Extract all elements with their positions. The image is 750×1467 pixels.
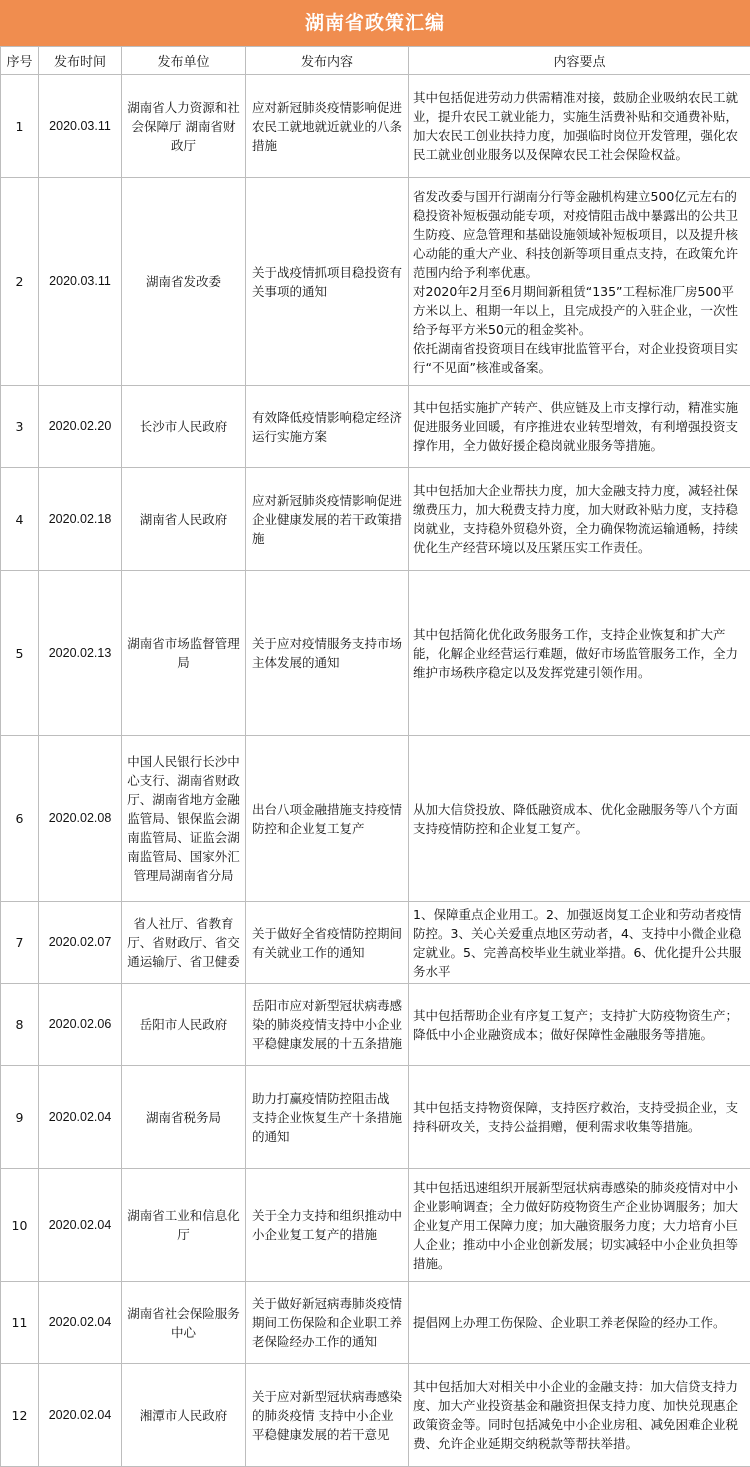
content-points: 提倡网上办理工伤保险、企业职工养老保险的经办工作。 (409, 1282, 750, 1364)
publishing-unit: 湖南省税务局 (122, 1066, 246, 1169)
header-content: 发布内容 (246, 47, 409, 75)
publishing-unit: 湖南省人民政府 (122, 468, 246, 571)
publish-date: 2020.03.11 (39, 75, 122, 178)
publish-content: 有效降低疫情影响稳定经济运行实施方案 (246, 386, 409, 468)
table-row (1, 1282, 750, 1364)
header-unit: 发布单位 (122, 47, 246, 75)
row-number: 9 (1, 1066, 39, 1169)
row-number: 4 (1, 468, 39, 571)
table-row (1, 386, 750, 468)
content-points: 从加大信贷投放、降低融资成本、优化金融服务等八个方面支持疫情防控和企业复工复产。 (409, 736, 750, 902)
content-points: 其中包括简化优化政务服务工作，支持企业恢复和扩大产能，化解企业经营运行难题，做好市场监管服务工作，全力维护市场秩序稳定以及发挥党建引领作用。 (409, 571, 750, 736)
row-number: 2 (1, 178, 39, 386)
row-number: 3 (1, 386, 39, 468)
publishing-unit: 湖南省人力资源和社会保障厅 湖南省财政厅 (122, 75, 246, 178)
publishing-unit: 湖南省社会保险服务中心 (122, 1282, 246, 1364)
table-row (1, 571, 750, 736)
publishing-unit: 岳阳市人民政府 (122, 984, 246, 1066)
header-date: 发布时间 (39, 47, 122, 75)
publish-date: 2020.02.04 (39, 1364, 122, 1467)
publishing-unit: 长沙市人民政府 (122, 386, 246, 468)
table-row (1, 902, 750, 984)
publish-content: 关于全力支持和组织推动中小企业复工复产的措施 (246, 1169, 409, 1282)
publish-date: 2020.02.08 (39, 736, 122, 902)
content-points: 其中包括加大对相关中小企业的金融支持：加大信贷支持力度、加大产业投资基金和融资担保支持力度、加快兑现惠企政策资金等。同时包括减免中小企业房租、减免困难企业税费、允许企业延期交纳税款等帮扶举措。 (409, 1364, 750, 1467)
publishing-unit: 湖南省市场监督管理局 (122, 571, 246, 736)
publish-date: 2020.02.04 (39, 1066, 122, 1169)
row-number: 1 (1, 75, 39, 178)
publish-content: 关于战疫情抓项目稳投资有关事项的通知 (246, 178, 409, 386)
publish-date: 2020.02.04 (39, 1169, 122, 1282)
content-points: 其中包括支持物资保障，支持医疗救治，支持受损企业，支持科研攻关，支持公益捐赠，便利需求收集等措施。 (409, 1066, 750, 1169)
publishing-unit: 湖南省发改委 (122, 178, 246, 386)
publish-content: 应对新冠肺炎疫情影响促进农民工就地就近就业的八条措施 (246, 75, 409, 178)
publish-date: 2020.02.06 (39, 984, 122, 1066)
publish-content: 关于做好新冠病毒肺炎疫情期间工伤保险和企业职工养老保险经办工作的通知 (246, 1282, 409, 1364)
publishing-unit: 湖南省工业和信息化厅 (122, 1169, 246, 1282)
page-title: 湖南省政策汇编 (0, 0, 750, 46)
policy-table (0, 46, 750, 1467)
publish-content: 助力打赢疫情防控阻击战 支持企业恢复生产十条措施的通知 (246, 1066, 409, 1169)
content-points: 其中包括促进劳动力供需精准对接，鼓励企业吸纳农民工就业，提升农民工就业能力，实施生活费补贴和交通费补贴，加大农民工创业扶持力度，加强临时岗位开发管理，强化农民工就业创业服务以及保障农民工社会保险权益。 (409, 75, 750, 178)
publish-date: 2020.02.07 (39, 902, 122, 984)
table-row (1, 1066, 750, 1169)
publish-content: 应对新冠肺炎疫情影响促进企业健康发展的若干政策措施 (246, 468, 409, 571)
table-row (1, 468, 750, 571)
publish-content: 出台八项金融措施支持疫情防控和企业复工复产 (246, 736, 409, 902)
content-points: 省发改委与国开行湖南分行等金融机构建立500亿元左右的稳投资补短板强动能专项，对疫情阻击战中暴露出的公共卫生防疫、应急管理和基础设施领域补短板项目，以及提升核心动能的重大产业、科技创新等项目重点支持，在政策允许范围内给予利率优惠。 对2020年2月至6月期间新租赁“135”工程标准厂房500平方米以上、租期一年以上，且完成投产的入驻企业，一次性给予每平方米50元的租金奖补。 依托湖南省投资项目在线审批监管平台，对企业投资项目实行“不见面”核准或备案。 (409, 178, 750, 386)
table-header-row (1, 47, 750, 75)
publish-date: 2020.02.13 (39, 571, 122, 736)
table-row (1, 1364, 750, 1467)
publishing-unit: 省人社厅、省教育厅、省财政厅、省交通运输厅、省卫健委 (122, 902, 246, 984)
publishing-unit: 湘潭市人民政府 (122, 1364, 246, 1467)
row-number: 12 (1, 1364, 39, 1467)
row-number: 7 (1, 902, 39, 984)
table-row (1, 75, 750, 178)
publish-content: 岳阳市应对新型冠状病毒感染的肺炎疫情支持中小企业平稳健康发展的十五条措施 (246, 984, 409, 1066)
row-number: 11 (1, 1282, 39, 1364)
header-no: 序号 (1, 47, 39, 75)
header-points: 内容要点 (409, 47, 750, 75)
content-points: 其中包括迅速组织开展新型冠状病毒感染的肺炎疫情对中小企业影响调查；全力做好防疫物资生产企业协调服务；加大企业复产用工保障力度；加大融资服务力度；大力培育小巨人企业；推动中小企业创新发展；切实减轻中小企业负担等措施。 (409, 1169, 750, 1282)
publish-content: 关于做好全省疫情防控期间有关就业工作的通知 (246, 902, 409, 984)
content-points: 其中包括加大企业帮扶力度，加大金融支持力度，减轻社保缴费压力，加大税费支持力度，加大财政补贴力度，支持稳岗就业，支持稳外贸稳外资，全力确保物流运输通畅，持续优化生产经营环境以及压紧压实工作责任。 (409, 468, 750, 571)
table-row (1, 1169, 750, 1282)
publish-content: 关于应对疫情服务支持市场主体发展的通知 (246, 571, 409, 736)
publish-date: 2020.02.04 (39, 1282, 122, 1364)
row-number: 8 (1, 984, 39, 1066)
publish-date: 2020.02.18 (39, 468, 122, 571)
publish-date: 2020.02.20 (39, 386, 122, 468)
row-number: 6 (1, 736, 39, 902)
content-points: 其中包括实施扩产转产、供应链及上市支撑行动，精准实施促进服务业回暖，有序推进农业转型增效，有利增强投资支撑作用，全力做好援企稳岗就业服务等措施。 (409, 386, 750, 468)
table-row (1, 736, 750, 902)
publish-content: 关于应对新型冠状病毒感染的肺炎疫情 支持中小企业平稳健康发展的若干意见 (246, 1364, 409, 1467)
publishing-unit: 中国人民银行长沙中心支行、湖南省财政厅、湖南省地方金融监管局、银保监会湖南监管局、证监会湖南监管局、国家外汇管理局湖南省分局 (122, 736, 246, 902)
content-points: 1、保障重点企业用工。2、加强返岗复工企业和劳动者疫情防控。3、关心关爱重点地区劳动者，4、支持中小微企业稳定就业。5、完善高校毕业生就业举措。6、优化提升公共服务水平 (409, 902, 750, 984)
content-points: 其中包括帮助企业有序复工复产；支持扩大防疫物资生产；降低中小企业融资成本；做好保障性金融服务等措施。 (409, 984, 750, 1066)
table-row (1, 178, 750, 386)
row-number: 10 (1, 1169, 39, 1282)
publish-date: 2020.03.11 (39, 178, 122, 386)
table-row (1, 984, 750, 1066)
row-number: 5 (1, 571, 39, 736)
